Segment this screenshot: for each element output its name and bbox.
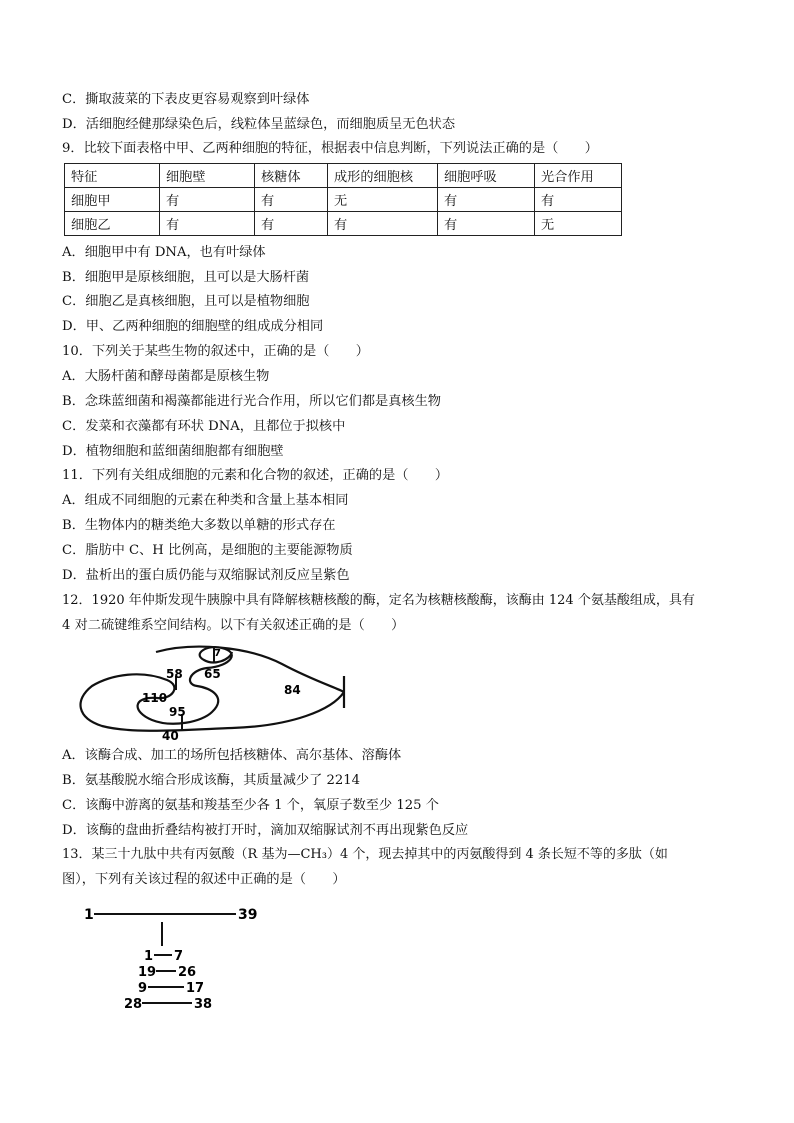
table-cell: 无 (535, 212, 622, 236)
table-cell: 有 (160, 212, 255, 236)
enzyme-structure-figure (72, 640, 362, 744)
option-8d: D．活细胞经健那绿染色后，线粒体呈蓝绿色，而细胞质呈无色状态 (62, 117, 456, 132)
table-cell: 有 (255, 188, 328, 212)
table-cell: 细胞甲 (65, 188, 160, 212)
option-11c: C．脂肪中 C、H 比例高，是细胞的主要能源物质 (62, 543, 353, 558)
table-cell: 有 (255, 212, 328, 236)
option-12a: A．该酶合成、加工的场所包括核糖体、高尔基体、溶酶体 (62, 748, 402, 763)
table-header-cell: 成形的细胞核 (328, 164, 438, 188)
table-header-cell: 特征 (65, 164, 160, 188)
residue-label: 28 (124, 997, 143, 1012)
table-header-cell: 光合作用 (535, 164, 622, 188)
cell-traits-table (64, 163, 622, 236)
residue-label: 19 (138, 965, 157, 980)
option-9d: D．甲、乙两种细胞的细胞壁的组成成分相同 (62, 319, 324, 334)
question-12-stem: 12．1920 年仲斯发现牛胰腺中具有降解核糖核酸的酶，定名为核糖核酸酶，该酶由 124 个氨基酸组成，具有 (62, 593, 695, 608)
residue-label: 17 (186, 981, 205, 996)
residue-label: 7 (214, 648, 221, 659)
table-cell: 有 (328, 212, 438, 236)
option-10c: C．发菜和衣藻都有环状 DNA，且都位于拟核中 (62, 419, 346, 434)
option-10b: B．念珠蓝细菌和褐藻都能进行光合作用，所以它们都是真核生物 (62, 394, 441, 409)
option-12c: C．该酶中游离的氨基和羧基至少各 1 个，氧原子数至少 125 个 (62, 798, 439, 813)
residue-label: 84 (284, 683, 301, 697)
option-8c: C．撕取菠菜的下表皮更容易观察到叶绿体 (62, 92, 310, 107)
option-10d: D．植物细胞和蓝细菌细胞都有细胞壁 (62, 444, 284, 459)
option-12d: D．该酶的盘曲折叠结构被打开时，滴加双缩脲试剂不再出现紫色反应 (62, 823, 469, 838)
residue-label: 9 (138, 981, 148, 996)
table-header-row (65, 164, 622, 188)
residue-label: 110 (142, 691, 168, 705)
question-12-stem-cont: 4 对二硫键维系空间结构。以下有关叙述正确的是（ ） (62, 618, 405, 633)
question-13-stem-cont: 图），下列有关该过程的叙述中正确的是（ ） (62, 872, 346, 887)
enzyme-chain-outline (81, 647, 344, 731)
question-11-stem: 11．下列有关组成细胞的元素和化合物的叙述，正确的是（ ） (62, 468, 449, 483)
option-11b: B．生物体内的糖类绝大多数以单糖的形式存在 (62, 518, 336, 533)
option-11a: A．组成不同细胞的元素在种类和含量上基本相同 (62, 493, 349, 508)
residue-label: 1 (144, 949, 154, 964)
residue-label: 95 (169, 705, 186, 719)
residue-label: 40 (162, 729, 179, 743)
option-12b: B．氨基酸脱水缩合形成该酶，其质量减少了 2214 (62, 773, 361, 788)
residue-label: 39 (238, 907, 258, 923)
residue-label: 26 (178, 965, 197, 980)
table-header-cell: 细胞壁 (160, 164, 255, 188)
residue-label: 1 (84, 907, 94, 923)
table-cell: 细胞乙 (65, 212, 160, 236)
residue-label: 38 (194, 997, 213, 1012)
residue-label: 65 (204, 667, 221, 681)
table-header-cell: 细胞呼吸 (438, 164, 535, 188)
table-header-cell: 核糖体 (255, 164, 328, 188)
question-10-stem: 10．下列关于某些生物的叙述中，正确的是（ ） (62, 344, 369, 359)
residue-label: 7 (174, 949, 184, 964)
option-9a: A．细胞甲中有 DNA，也有叶绿体 (62, 245, 266, 260)
question-9-stem: 9．比较下面表格中甲、乙两种细胞的特征，根据表中信息判断，下列说法正确的是（ ） (62, 141, 598, 156)
table-cell: 有 (160, 188, 255, 212)
table-cell: 有 (535, 188, 622, 212)
table-cell: 有 (438, 188, 535, 212)
peptide-fragments-figure (80, 900, 280, 1012)
table-row (65, 188, 622, 212)
option-9b: B．细胞甲是原核细胞，且可以是大肠杆菌 (62, 270, 310, 285)
question-13-stem: 13．某三十九肽中共有丙氨酸（R 基为—CH₃）4 个，现去掉其中的丙氨酸得到 4 条长短不等的多肽（如 (62, 847, 668, 862)
residue-label: 58 (166, 667, 183, 681)
table-cell: 无 (328, 188, 438, 212)
option-11d: D．盐析出的蛋白质仍能与双缩脲试剂反应呈紫色 (62, 568, 350, 583)
table-row (65, 212, 622, 236)
option-10a: A．大肠杆菌和酵母菌都是原核生物 (62, 369, 270, 384)
table-cell: 有 (438, 212, 535, 236)
option-9c: C．细胞乙是真核细胞，且可以是植物细胞 (62, 294, 310, 309)
